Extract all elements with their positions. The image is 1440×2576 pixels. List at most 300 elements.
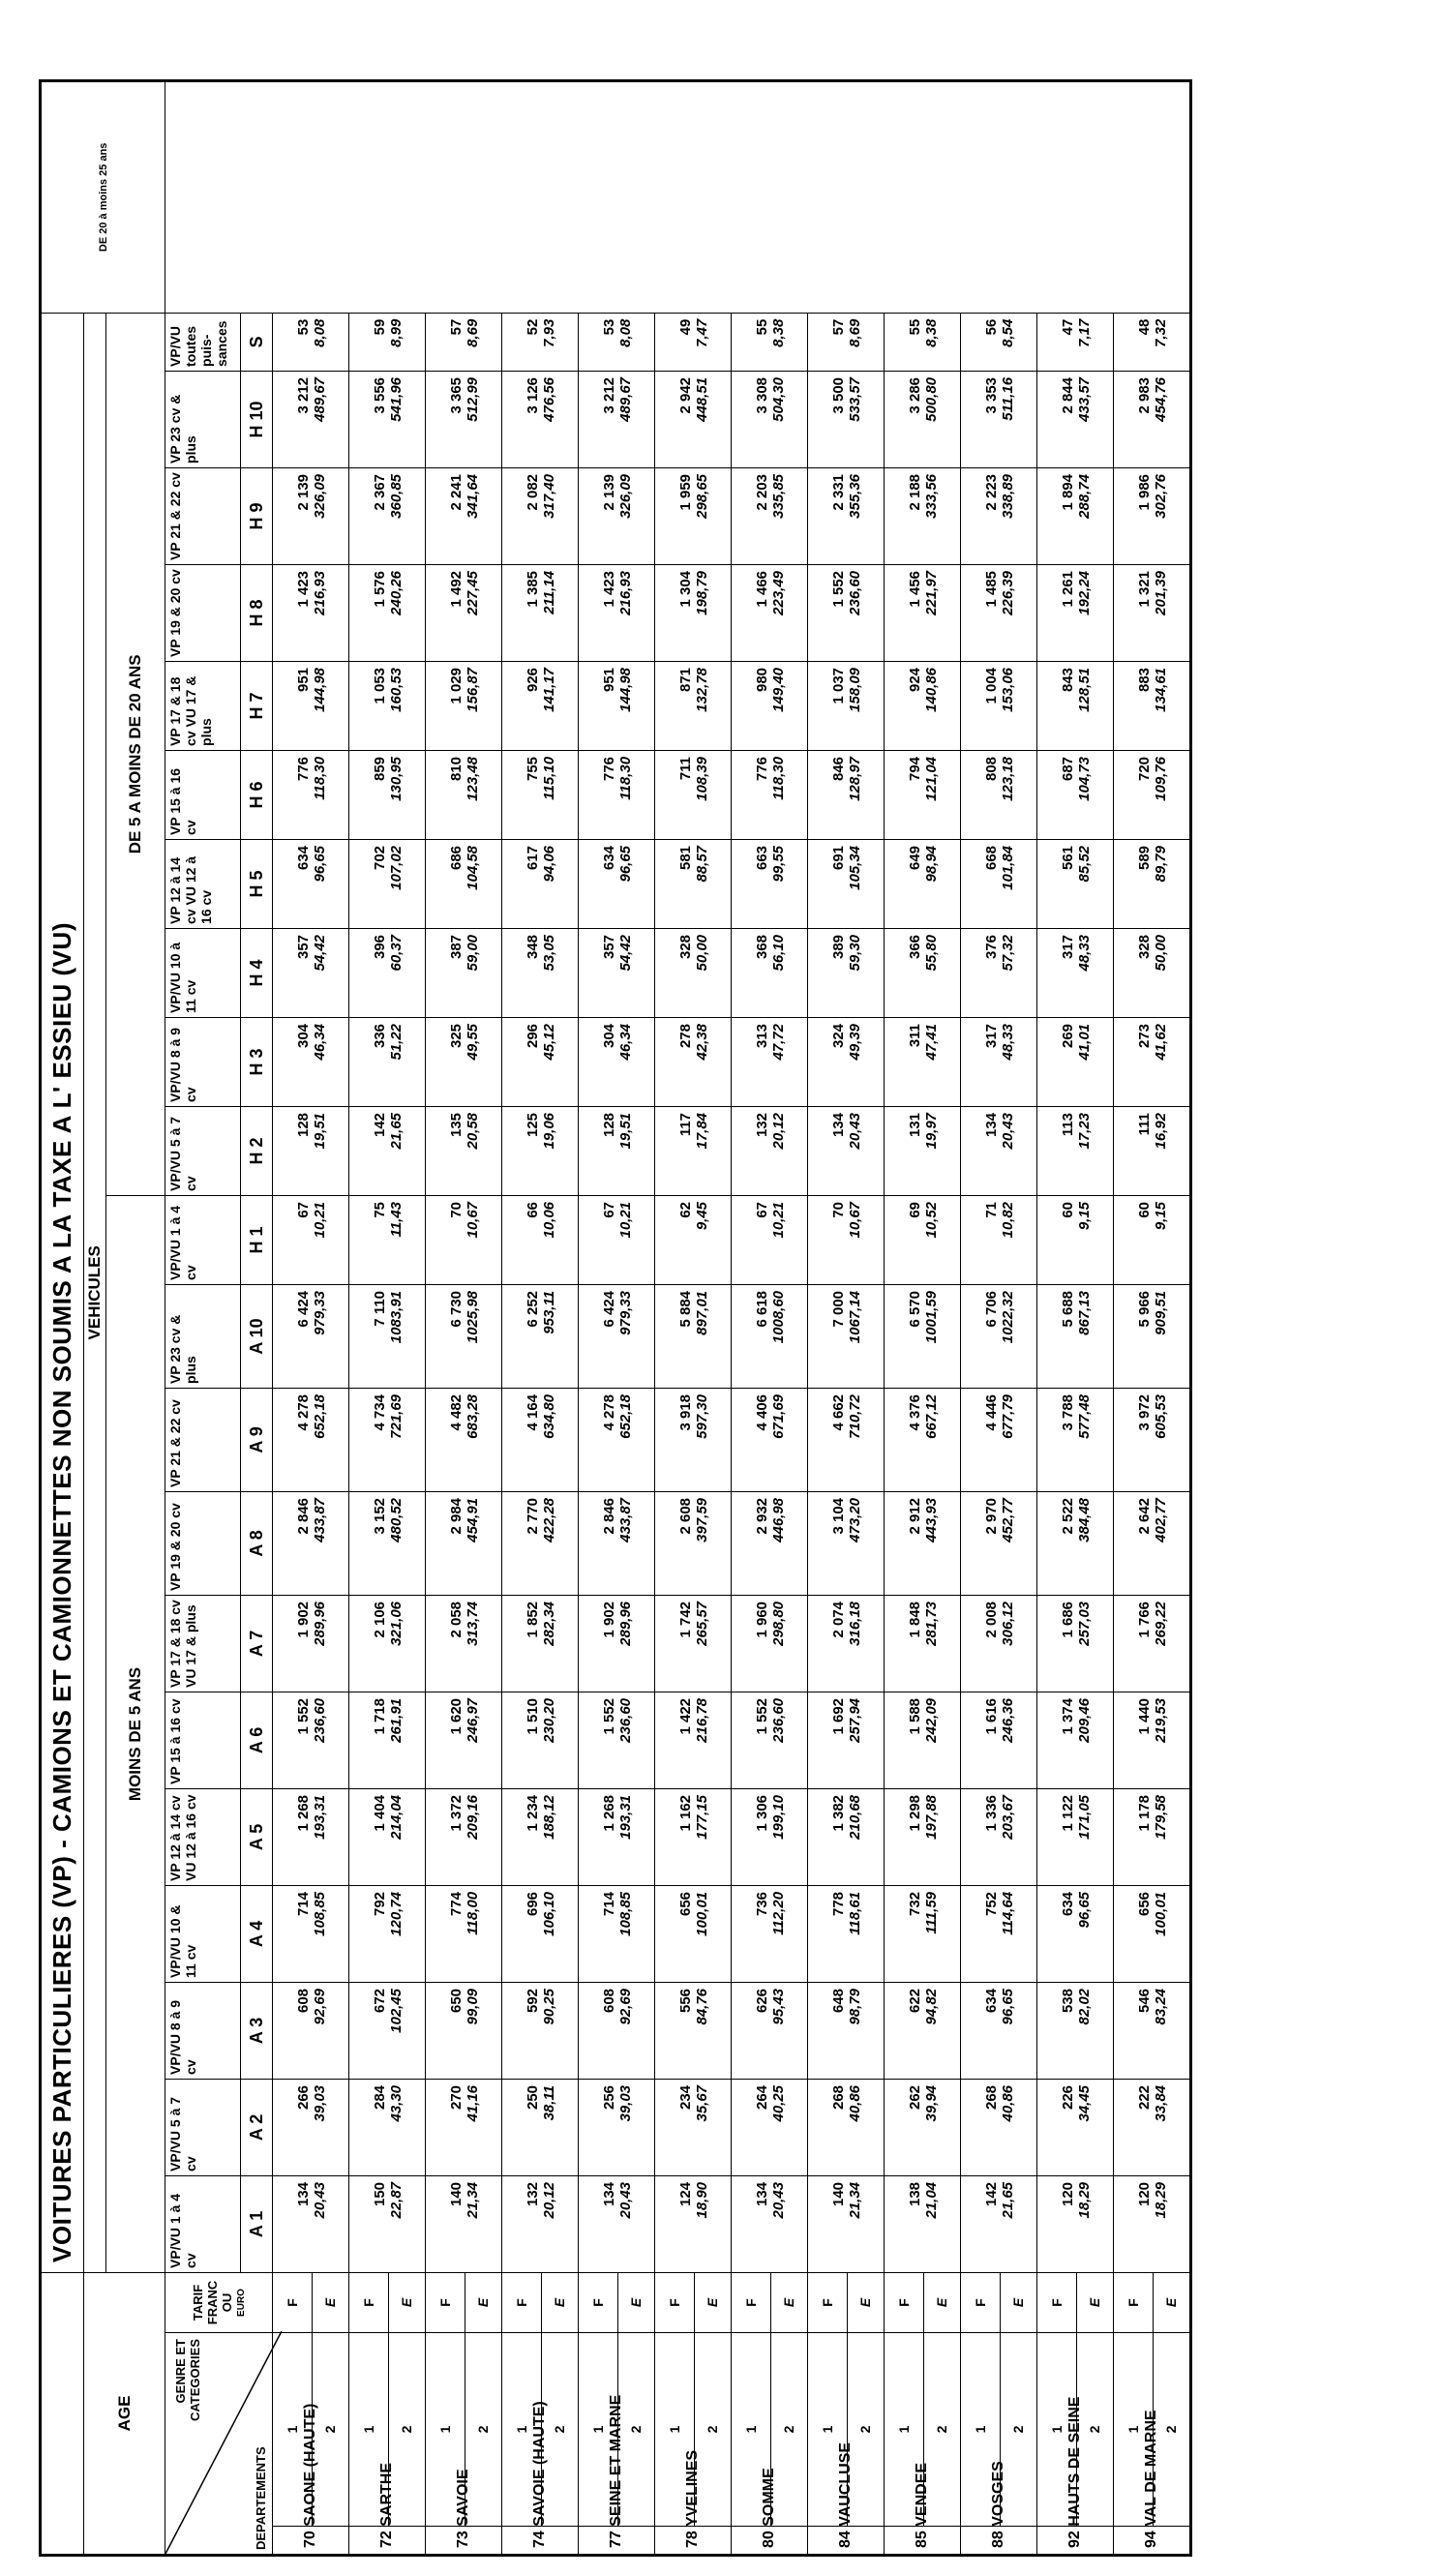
franc-value: 336 xyxy=(349,1017,389,1106)
tax-table xyxy=(39,79,1192,2557)
euro-value: 50,00 xyxy=(1153,928,1191,1017)
category-code-h3: H 3 xyxy=(241,1017,273,1106)
euro-value: 533,57 xyxy=(847,371,885,467)
euro-value: 236,60 xyxy=(847,564,885,661)
franc-value: 328 xyxy=(655,928,695,1017)
euro-value: 298,65 xyxy=(694,467,732,564)
franc-value: 131 xyxy=(885,1106,924,1195)
euro-value: 246,36 xyxy=(1000,1692,1037,1788)
euro-value: 326,09 xyxy=(312,467,349,564)
franc-value: 736 xyxy=(732,1885,771,1982)
franc-value: 581 xyxy=(655,839,695,928)
franc-value: 52 xyxy=(502,313,542,371)
franc-value: 2 970 xyxy=(961,1491,1001,1595)
tarif-franc-label: F xyxy=(961,2272,1001,2332)
euro-value: 35,67 xyxy=(694,2079,732,2175)
franc-value: 3 556 xyxy=(349,371,389,467)
franc-value: 808 xyxy=(961,750,1001,839)
euro-value: 240,26 xyxy=(388,564,426,661)
category-code-a3: A 3 xyxy=(241,1982,273,2079)
euro-value: 48,33 xyxy=(1076,928,1114,1017)
line-number-1: 1 xyxy=(349,2333,389,2527)
euro-value: 118,30 xyxy=(617,750,655,839)
category-code-h9: H 9 xyxy=(241,467,273,564)
euro-value: 141,17 xyxy=(541,661,579,750)
tarif-franc-label: F xyxy=(502,2272,542,2332)
table-row xyxy=(579,81,618,2556)
franc-value: 846 xyxy=(808,750,848,839)
euro-value: 19,06 xyxy=(541,1106,579,1195)
line-number-2: 2 xyxy=(1076,2333,1114,2527)
euro-value: 197,88 xyxy=(923,1788,961,1885)
franc-value: 3 126 xyxy=(502,371,542,467)
euro-value: 101,84 xyxy=(1000,839,1037,928)
euro-value: 335,85 xyxy=(770,467,808,564)
euro-value: 59,00 xyxy=(465,928,502,1017)
franc-value: 57 xyxy=(808,313,848,371)
line-number-1: 1 xyxy=(885,2333,924,2527)
franc-value: 53 xyxy=(273,313,313,371)
euro-value: 118,61 xyxy=(847,1885,885,1982)
euro-value: 99,55 xyxy=(770,839,808,928)
euro-value: 288,74 xyxy=(1076,467,1114,564)
euro-value: 19,51 xyxy=(312,1106,349,1195)
franc-value: 5 884 xyxy=(655,1284,695,1388)
euro-value: 671,69 xyxy=(770,1388,808,1491)
franc-value: 5 688 xyxy=(1037,1284,1077,1388)
tarif-label: TARIF FRANC OU xyxy=(190,2280,234,2325)
franc-value: 273 xyxy=(1114,1017,1154,1106)
franc-value: 2 846 xyxy=(579,1491,618,1595)
line-number-2: 2 xyxy=(770,2333,808,2527)
euro-value: 281,73 xyxy=(923,1595,961,1692)
euro-value: 597,30 xyxy=(694,1388,732,1491)
franc-value: 1 616 xyxy=(961,1692,1001,1788)
euro-value: 8,38 xyxy=(923,313,961,371)
category-code-a7: A 7 xyxy=(241,1595,273,1692)
franc-value: 2 008 xyxy=(961,1595,1001,1692)
euro-value: 17,23 xyxy=(1076,1106,1114,1195)
tarif-franc-label: F xyxy=(655,2272,695,2332)
franc-value: 538 xyxy=(1037,1982,1077,2079)
euro-value: 489,67 xyxy=(617,371,655,467)
euro-value: 55,80 xyxy=(923,928,961,1017)
franc-value: 2 331 xyxy=(808,467,848,564)
franc-value: 262 xyxy=(885,2079,924,2175)
franc-value: 589 xyxy=(1114,839,1154,928)
euro-value: 209,16 xyxy=(465,1788,502,1885)
franc-value: 111 xyxy=(1114,1106,1154,1195)
category-label-a9: VP 21 & 22 cv xyxy=(165,1388,241,1491)
franc-value: 634 xyxy=(579,839,618,928)
euro-value: 128,51 xyxy=(1076,661,1114,750)
euro-value: 83,24 xyxy=(1153,1982,1191,2079)
franc-value: 5 966 xyxy=(1114,1284,1154,1388)
franc-value: 1 986 xyxy=(1114,467,1154,564)
euro-value: 210,68 xyxy=(847,1788,885,1885)
franc-value: 134 xyxy=(273,2175,313,2272)
franc-value: 128 xyxy=(579,1106,618,1195)
euro-value: 45,12 xyxy=(541,1017,579,1106)
franc-value: 634 xyxy=(1037,1885,1077,1982)
franc-value: 71 xyxy=(961,1195,1001,1284)
franc-value: 672 xyxy=(349,1982,389,2079)
euro-value: 85,52 xyxy=(1076,839,1114,928)
table-row-euro xyxy=(388,81,426,2556)
line-number-1: 1 xyxy=(732,2333,771,2527)
franc-value: 2 241 xyxy=(426,467,465,564)
franc-value: 55 xyxy=(885,313,924,371)
franc-value: 3 918 xyxy=(655,1388,695,1491)
franc-value: 2 139 xyxy=(273,467,313,564)
euro-value: 341,64 xyxy=(465,467,502,564)
franc-value: 924 xyxy=(885,661,924,750)
euro-value: 59,30 xyxy=(847,928,885,1017)
euro-value: 109,76 xyxy=(1153,750,1191,839)
franc-value: 871 xyxy=(655,661,695,750)
line-number-2: 2 xyxy=(1153,2333,1191,2527)
franc-value: 656 xyxy=(1114,1885,1154,1982)
franc-value: 810 xyxy=(426,750,465,839)
line-number-2: 2 xyxy=(694,2333,732,2527)
franc-value: 626 xyxy=(732,1982,771,2079)
euro-value: 219,53 xyxy=(1153,1692,1191,1788)
franc-value: 2 139 xyxy=(579,467,618,564)
euro-value: 333,56 xyxy=(923,467,961,564)
tarif-euro-label: E xyxy=(541,2272,579,2332)
euro-value: 8,54 xyxy=(1000,313,1037,371)
euro-value: 216,93 xyxy=(617,564,655,661)
franc-value: 317 xyxy=(961,1017,1001,1106)
franc-value: 2 942 xyxy=(655,371,695,467)
category-label-a10: VP 23 cv & plus xyxy=(165,1284,241,1388)
euro-value: 57,32 xyxy=(1000,928,1037,1017)
euro-value: 10,67 xyxy=(465,1195,502,1284)
franc-value: 714 xyxy=(273,1885,313,1982)
franc-value: 328 xyxy=(1114,928,1154,1017)
table-row xyxy=(426,81,465,2556)
euro-value: 21,34 xyxy=(847,2175,885,2272)
euro-value: 198,79 xyxy=(694,564,732,661)
franc-value: 132 xyxy=(732,1106,771,1195)
euro-value: 118,30 xyxy=(770,750,808,839)
line-number-2: 2 xyxy=(617,2333,655,2527)
euro-value: 257,94 xyxy=(847,1692,885,1788)
euro-value: 84,76 xyxy=(694,1982,732,2079)
euro-value: 100,01 xyxy=(1153,1885,1191,1982)
euro-value: 34,45 xyxy=(1076,2079,1114,2175)
euro-value: 156,87 xyxy=(465,661,502,750)
franc-value: 656 xyxy=(655,1885,695,1982)
euro-value: 102,45 xyxy=(388,1982,426,2079)
franc-value: 140 xyxy=(808,2175,848,2272)
euro-value: 246,97 xyxy=(465,1692,502,1788)
franc-value: 608 xyxy=(579,1982,618,2079)
franc-value: 48 xyxy=(1114,313,1154,371)
euro-value: 316,18 xyxy=(847,1595,885,1692)
franc-value: 6 618 xyxy=(732,1284,771,1388)
franc-value: 1 004 xyxy=(961,661,1001,750)
tarif-franc-label: F xyxy=(426,2272,465,2332)
franc-value: 264 xyxy=(732,2079,771,2175)
franc-value: 1 552 xyxy=(732,1692,771,1788)
table-row-euro xyxy=(694,81,732,2556)
euro-value: 433,87 xyxy=(617,1491,655,1595)
euro-value: 1025,98 xyxy=(465,1284,502,1388)
category-code-h5: H 5 xyxy=(241,839,273,928)
franc-value: 313 xyxy=(732,1017,771,1106)
euro-value: 10,06 xyxy=(541,1195,579,1284)
franc-value: 546 xyxy=(1114,1982,1154,2079)
franc-value: 1 552 xyxy=(579,1692,618,1788)
euro-value: 118,00 xyxy=(465,1885,502,1982)
franc-value: 1 122 xyxy=(1037,1788,1077,1885)
euro-value: 8,69 xyxy=(465,313,502,371)
euro-value: 384,48 xyxy=(1076,1491,1114,1595)
euro-value: 1008,60 xyxy=(770,1284,808,1388)
euro-value: 96,65 xyxy=(1076,1885,1114,1982)
tarif-euro-label: E xyxy=(388,2272,426,2332)
euro-value: 99,09 xyxy=(465,1982,502,2079)
euro-value: 9,15 xyxy=(1153,1195,1191,1284)
department-name: 80 SOMME xyxy=(732,2527,808,2556)
franc-value: 649 xyxy=(885,839,924,928)
franc-value: 755 xyxy=(502,750,542,839)
euro-value: 209,46 xyxy=(1076,1692,1114,1788)
line-number-1: 1 xyxy=(1114,2333,1154,2527)
euro-value: 7,17 xyxy=(1076,313,1114,371)
euro-value: 909,51 xyxy=(1153,1284,1191,1388)
franc-value: 1 902 xyxy=(273,1595,313,1692)
franc-value: 47 xyxy=(1037,313,1077,371)
franc-value: 1 902 xyxy=(579,1595,618,1692)
line-number-1: 1 xyxy=(961,2333,1001,2527)
line-number-1: 1 xyxy=(502,2333,542,2527)
franc-value: 3 972 xyxy=(1114,1388,1154,1491)
euro-value: 50,00 xyxy=(694,928,732,1017)
franc-value: 1 423 xyxy=(273,564,313,661)
franc-value: 634 xyxy=(961,1982,1001,2079)
euro-value: 504,30 xyxy=(770,371,808,467)
franc-value: 2 846 xyxy=(273,1491,313,1595)
line-number-1: 1 xyxy=(808,2333,848,2527)
euro-value: 19,51 xyxy=(617,1106,655,1195)
franc-value: 2 844 xyxy=(1037,371,1077,467)
franc-value: 7 110 xyxy=(349,1284,389,1388)
franc-value: 376 xyxy=(961,928,1001,1017)
franc-value: 1 298 xyxy=(885,1788,924,1885)
euro-value: 134,61 xyxy=(1153,661,1191,750)
euro-value: 41,01 xyxy=(1076,1017,1114,1106)
franc-value: 1 588 xyxy=(885,1692,924,1788)
table-row-euro xyxy=(847,81,885,2556)
franc-value: 696 xyxy=(502,1885,542,1982)
euro-value: 298,80 xyxy=(770,1595,808,1692)
euro-value: 39,03 xyxy=(617,2079,655,2175)
franc-value: 250 xyxy=(502,2079,542,2175)
euro-value: 92,69 xyxy=(617,1982,655,2079)
euro-value: 953,11 xyxy=(541,1284,579,1388)
category-code-a8: A 8 xyxy=(241,1491,273,1595)
category-code-a10: A 10 xyxy=(241,1284,273,1388)
euro-value: 282,34 xyxy=(541,1595,579,1692)
euro-value: 179,58 xyxy=(1153,1788,1191,1885)
table-row xyxy=(732,81,771,2556)
euro-value: 33,84 xyxy=(1153,2079,1191,2175)
franc-value: 366 xyxy=(885,928,924,1017)
departements-label: DEPARTEMENTS xyxy=(254,2446,268,2550)
euro-value: 634,80 xyxy=(541,1388,579,1491)
euro-value: 132,78 xyxy=(694,661,732,750)
franc-value: 67 xyxy=(579,1195,618,1284)
euro-value: 577,48 xyxy=(1076,1388,1114,1491)
euro-value: 226,39 xyxy=(1000,564,1037,661)
euro-value: 171,05 xyxy=(1076,1788,1114,1885)
franc-value: 150 xyxy=(349,2175,389,2272)
tarif-franc-label: F xyxy=(1037,2272,1077,2332)
euro-value: 104,58 xyxy=(465,839,502,928)
category-code-s: S xyxy=(241,313,273,371)
franc-value: 926 xyxy=(502,661,542,750)
euro-value: 446,98 xyxy=(770,1491,808,1595)
franc-value: 325 xyxy=(426,1017,465,1106)
franc-value: 55 xyxy=(732,313,771,371)
franc-value: 6 570 xyxy=(885,1284,924,1388)
franc-value: 57 xyxy=(426,313,465,371)
franc-value: 256 xyxy=(579,2079,618,2175)
euro-value: 104,73 xyxy=(1076,750,1114,839)
franc-value: 304 xyxy=(273,1017,313,1106)
line-number-2: 2 xyxy=(1000,2333,1037,2527)
tarif-euro-label: E xyxy=(1076,2272,1114,2332)
franc-value: 2 984 xyxy=(426,1491,465,1595)
franc-value: 62 xyxy=(655,1195,695,1284)
euro-value: 422,28 xyxy=(541,1491,579,1595)
euro-value: 90,25 xyxy=(541,1982,579,2079)
euro-value: 454,76 xyxy=(1153,371,1191,467)
franc-value: 4 406 xyxy=(732,1388,771,1491)
franc-value: 4 164 xyxy=(502,1388,542,1491)
euro-value: 18,29 xyxy=(1153,2175,1191,2272)
franc-value: 1 718 xyxy=(349,1692,389,1788)
euro-value: 230,20 xyxy=(541,1692,579,1788)
franc-value: 1 440 xyxy=(1114,1692,1154,1788)
euro-value: 10,52 xyxy=(923,1195,961,1284)
euro-value: 21,65 xyxy=(1000,2175,1037,2272)
line-number-1: 1 xyxy=(426,2333,465,2527)
table-row xyxy=(961,81,1001,2556)
franc-value: 4 662 xyxy=(808,1388,848,1491)
euro-value: 211,14 xyxy=(541,564,579,661)
category-label-h4: VP/VU 10 à 11 cv xyxy=(165,928,241,1017)
franc-value: 720 xyxy=(1114,750,1154,839)
euro-value: 114,64 xyxy=(1000,1885,1037,1982)
euro-value: 21,34 xyxy=(465,2175,502,2272)
franc-value: 4 482 xyxy=(426,1388,465,1491)
category-label-h9: VP 21 & 22 cv xyxy=(165,467,241,564)
franc-value: 7 000 xyxy=(808,1284,848,1388)
euro-value: 8,08 xyxy=(617,313,655,371)
franc-value: 668 xyxy=(961,839,1001,928)
franc-value: 617 xyxy=(502,839,542,928)
franc-value: 3 308 xyxy=(732,371,771,467)
euro-value: 177,15 xyxy=(694,1788,732,1885)
euro-value: 454,91 xyxy=(465,1491,502,1595)
euro-value: 19,97 xyxy=(923,1106,961,1195)
franc-value: 268 xyxy=(961,2079,1001,2175)
euro-value: 20,12 xyxy=(541,2175,579,2272)
department-name: 74 SAVOIE (HAUTE) xyxy=(502,2527,579,2556)
euro-value: 115,10 xyxy=(541,750,579,839)
franc-value: 1 492 xyxy=(426,564,465,661)
euro-value: 94,82 xyxy=(923,1982,961,2079)
franc-value: 6 706 xyxy=(961,1284,1001,1388)
euro-value: 1067,14 xyxy=(847,1284,885,1388)
table-row xyxy=(1037,81,1077,2556)
franc-value: 6 252 xyxy=(502,1284,542,1388)
table-row-euro xyxy=(1000,81,1037,2556)
franc-value: 222 xyxy=(1114,2079,1154,2175)
euro-value: 242,09 xyxy=(923,1692,961,1788)
euro-value: 96,65 xyxy=(312,839,349,928)
euro-value: 321,06 xyxy=(388,1595,426,1692)
franc-value: 56 xyxy=(961,313,1001,371)
franc-value: 778 xyxy=(808,1885,848,1982)
franc-value: 134 xyxy=(808,1106,848,1195)
franc-value: 592 xyxy=(502,1982,542,2079)
department-name: 88 VOSGES xyxy=(961,2527,1037,2556)
franc-value: 1 321 xyxy=(1114,564,1154,661)
euro-value: 42,38 xyxy=(694,1017,732,1106)
category-label-a1: VP/VU 1 à 4 cv xyxy=(165,2175,241,2272)
euro-value: 683,28 xyxy=(465,1388,502,1491)
category-code-h6: H 6 xyxy=(241,750,273,839)
franc-value: 268 xyxy=(808,2079,848,2175)
franc-value: 1 234 xyxy=(502,1788,542,1885)
franc-value: 1 894 xyxy=(1037,467,1077,564)
table-row-euro xyxy=(312,81,349,2556)
euro-value: 47,41 xyxy=(923,1017,961,1106)
euro-value: 54,42 xyxy=(617,928,655,1017)
franc-value: 711 xyxy=(655,750,695,839)
euro-value: 1001,59 xyxy=(923,1284,961,1388)
category-code-h10: H 10 xyxy=(241,371,273,467)
category-label-a2: VP/VU 5 à 7 cv xyxy=(165,2079,241,2175)
franc-value: 389 xyxy=(808,928,848,1017)
euro-value: 98,79 xyxy=(847,1982,885,2079)
department-name: 73 SAVOIE xyxy=(426,2527,502,2556)
euro-value: 123,48 xyxy=(465,750,502,839)
franc-value: 134 xyxy=(579,2175,618,2272)
franc-value: 278 xyxy=(655,1017,695,1106)
category-code-h7: H 7 xyxy=(241,661,273,750)
line-number-1: 1 xyxy=(655,2333,695,2527)
franc-value: 304 xyxy=(579,1017,618,1106)
euro-value: 338,89 xyxy=(1000,467,1037,564)
franc-value: 2 074 xyxy=(808,1595,848,1692)
euro-value: 289,96 xyxy=(312,1595,349,1692)
franc-value: 69 xyxy=(885,1195,924,1284)
department-name: 94 VAL DE MARNE xyxy=(1114,2527,1191,2556)
table-title: VOITURES PARTICULIERES (VP) - CAMIONS ET CAMIONNETTES NON SOUMIS A LA TAXE A L' ESSIEU (VU) xyxy=(41,313,84,2272)
category-label-a3: VP/VU 8 à 9 cv xyxy=(165,1982,241,2079)
franc-value: 3 104 xyxy=(808,1491,848,1595)
table-row-euro xyxy=(465,81,502,2556)
euro-value: 433,87 xyxy=(312,1491,349,1595)
euro-value: 20,43 xyxy=(770,2175,808,2272)
franc-value: 561 xyxy=(1037,839,1077,928)
euro-value: 20,12 xyxy=(770,1106,808,1195)
